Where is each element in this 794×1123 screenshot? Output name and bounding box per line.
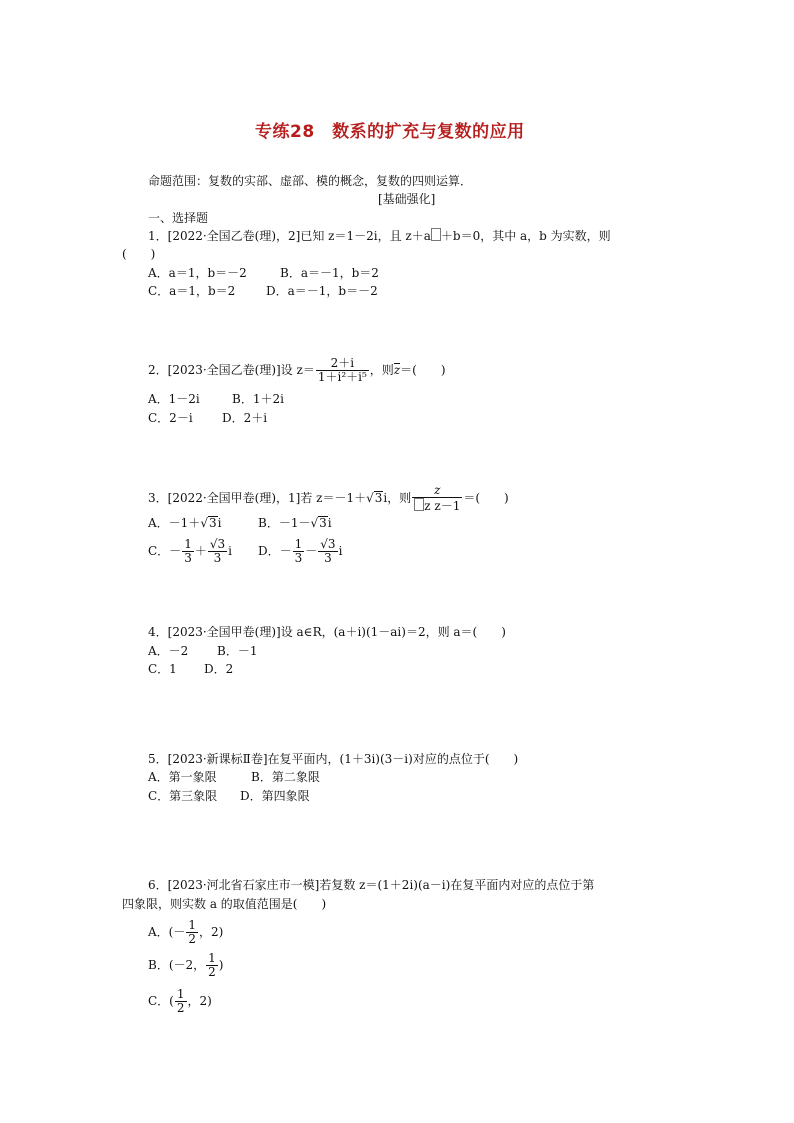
question-6-option-b bbox=[148, 950, 223, 980]
question-5-option-c: C．第三象限 bbox=[148, 789, 218, 803]
question-2-option-d: D．2＋i bbox=[222, 411, 268, 425]
radicand: 3 bbox=[319, 516, 327, 530]
part-heading: 一、选择题 bbox=[148, 211, 209, 225]
question-1-stem: 1．[2022·全国乙卷(理)，2]已知 z＝1－2i，且 z＋a bbox=[148, 229, 431, 243]
question-1-line1 bbox=[148, 228, 611, 244]
imaginary-unit: i bbox=[228, 544, 232, 558]
z-conjugate: z bbox=[393, 363, 401, 377]
fraction-one-half bbox=[175, 988, 187, 1015]
plus-sign: ＋ bbox=[194, 544, 207, 558]
question-5-option-d: D．第四象限 bbox=[240, 789, 310, 803]
fraction-sqrt3-over-3 bbox=[318, 538, 337, 565]
fraction-denominator: 1＋i²＋i⁵ bbox=[317, 370, 367, 384]
question-3-option-a bbox=[148, 515, 221, 531]
fraction-numerator: 2＋i bbox=[316, 357, 369, 371]
question-2-fraction bbox=[316, 357, 369, 384]
option-a-post: ，2) bbox=[199, 925, 224, 939]
missing-glyph-box bbox=[414, 498, 424, 511]
option-b-text: B．－1－ bbox=[258, 516, 311, 530]
fraction-denominator: 2 bbox=[188, 932, 196, 946]
question-1-option-c: C．a＝1，b＝2 bbox=[148, 284, 236, 298]
fraction-denominator: 3 bbox=[213, 551, 222, 565]
fraction-denominator: 3 bbox=[184, 551, 192, 565]
question-5-stem: 5．[2023·新课标Ⅱ卷]在复平面内，(1＋3i)(3－i)对应的点位于( ) bbox=[148, 752, 519, 766]
section-label: [基础强化] bbox=[378, 192, 436, 206]
question-2-stem-post: ＝( ) bbox=[400, 363, 446, 377]
question-2-stem-pre: 2．[2023·全国乙卷(理)]设 z＝ bbox=[148, 363, 315, 377]
question-3-fraction bbox=[412, 484, 462, 513]
fraction-numerator: √3 bbox=[320, 537, 336, 551]
option-c-post: ，2) bbox=[187, 994, 212, 1008]
option-a-pre: A．(－ bbox=[148, 925, 186, 939]
fraction-one-third bbox=[182, 538, 194, 565]
fraction-denominator: 3 bbox=[324, 551, 332, 565]
option-a-text: A．－1＋ bbox=[148, 516, 201, 530]
fraction-denominator: 2 bbox=[208, 965, 216, 979]
question-1-option-b: B．a＝－1，b＝2 bbox=[280, 266, 379, 280]
option-b-tail: i bbox=[327, 516, 332, 530]
question-3-option-b bbox=[258, 515, 332, 531]
option-c-text: C．－ bbox=[148, 544, 182, 558]
question-3-stem-post: ＝( ) bbox=[463, 491, 509, 505]
question-2-stem bbox=[148, 356, 446, 384]
fraction-numerator: 1 bbox=[188, 918, 196, 932]
option-b-pre: B．(－2， bbox=[148, 958, 206, 972]
radicand: 3 bbox=[374, 491, 383, 505]
sqrt-symbol: √ bbox=[310, 516, 319, 530]
question-2-option-b: B．1＋2i bbox=[232, 392, 284, 406]
fraction-numerator: 1 bbox=[208, 951, 216, 965]
option-c-pre: C．( bbox=[148, 994, 174, 1008]
question-4-option-d: D．2 bbox=[204, 662, 234, 676]
question-1-option-a: A．a＝1，b＝－2 bbox=[148, 266, 247, 280]
radicand: 3 bbox=[208, 516, 217, 530]
imaginary-unit: i bbox=[338, 544, 343, 558]
question-5-option-b: B．第二象限 bbox=[251, 770, 320, 784]
question-2-option-c: C．2－i bbox=[148, 411, 193, 425]
minus-sign: － bbox=[305, 544, 318, 558]
question-4-option-a: A．－2 bbox=[148, 644, 189, 658]
question-1-stem-tail: ＋b＝0，其中 a，b 为实数，则 bbox=[440, 229, 611, 243]
question-2-option-a: A．1－2i bbox=[148, 392, 200, 406]
missing-glyph-box bbox=[431, 228, 441, 241]
question-3-stem-pre: 3．[2022·全国甲卷(理)，1]若 z＝－1＋ bbox=[148, 491, 367, 505]
question-2-stem-mid: ，则 bbox=[369, 363, 394, 377]
question-6-line1: 6．[2023·河北省石家庄市一模]若复数 z＝(1＋2i)(a－i)在复平面内对应的点位于第 bbox=[148, 878, 595, 892]
page-title: 专练28 数系的扩充与复数的应用 bbox=[255, 122, 525, 142]
option-a-tail: i bbox=[217, 516, 222, 530]
question-6-option-a bbox=[148, 917, 223, 947]
question-3-stem-mid: i，则 bbox=[383, 491, 412, 505]
question-3-option-c bbox=[148, 536, 232, 566]
fraction-numerator: 1 bbox=[184, 537, 192, 551]
question-5-option-a: A．第一象限 bbox=[148, 770, 217, 784]
sqrt-symbol: √ bbox=[366, 491, 374, 505]
fraction-sqrt3-over-3 bbox=[208, 538, 227, 565]
scope-line: 命题范围：复数的实部、虚部、模的概念，复数的四则运算． bbox=[148, 174, 473, 188]
option-b-post: ) bbox=[218, 958, 224, 972]
question-6-option-c bbox=[148, 986, 212, 1016]
question-3-option-d bbox=[258, 536, 342, 566]
option-d-text: D．－ bbox=[258, 544, 292, 558]
question-6-line2: 四象限，则实数 a 的取值范围是( ) bbox=[122, 897, 327, 911]
fraction-one-half bbox=[186, 919, 198, 946]
fraction-numerator: 1 bbox=[176, 987, 185, 1001]
fraction-numerator: 1 bbox=[294, 537, 303, 551]
fraction-denominator: 3 bbox=[294, 551, 303, 565]
fraction-one-half bbox=[206, 952, 218, 979]
sqrt-symbol: √ bbox=[200, 516, 208, 530]
question-4-stem: 4．[2023·全国甲卷(理)]设 a∈R，(a＋i)(1－ai)＝2，则 a＝( ) bbox=[148, 625, 506, 639]
denominator-text: z z－1 bbox=[424, 499, 461, 513]
fraction-denominator: 2 bbox=[176, 1001, 185, 1015]
fraction-numerator: z bbox=[412, 484, 462, 498]
question-1-line2: ( ) bbox=[122, 247, 156, 261]
question-1-option-d: D．a＝－1，b＝－2 bbox=[266, 284, 378, 298]
question-3-stem bbox=[148, 484, 509, 513]
question-4-option-b: B．－1 bbox=[217, 644, 258, 658]
fraction-one-third bbox=[293, 538, 305, 565]
question-4-option-c: C．1 bbox=[148, 662, 177, 676]
fraction-numerator: √3 bbox=[209, 537, 226, 551]
fraction-denominator bbox=[412, 498, 462, 513]
